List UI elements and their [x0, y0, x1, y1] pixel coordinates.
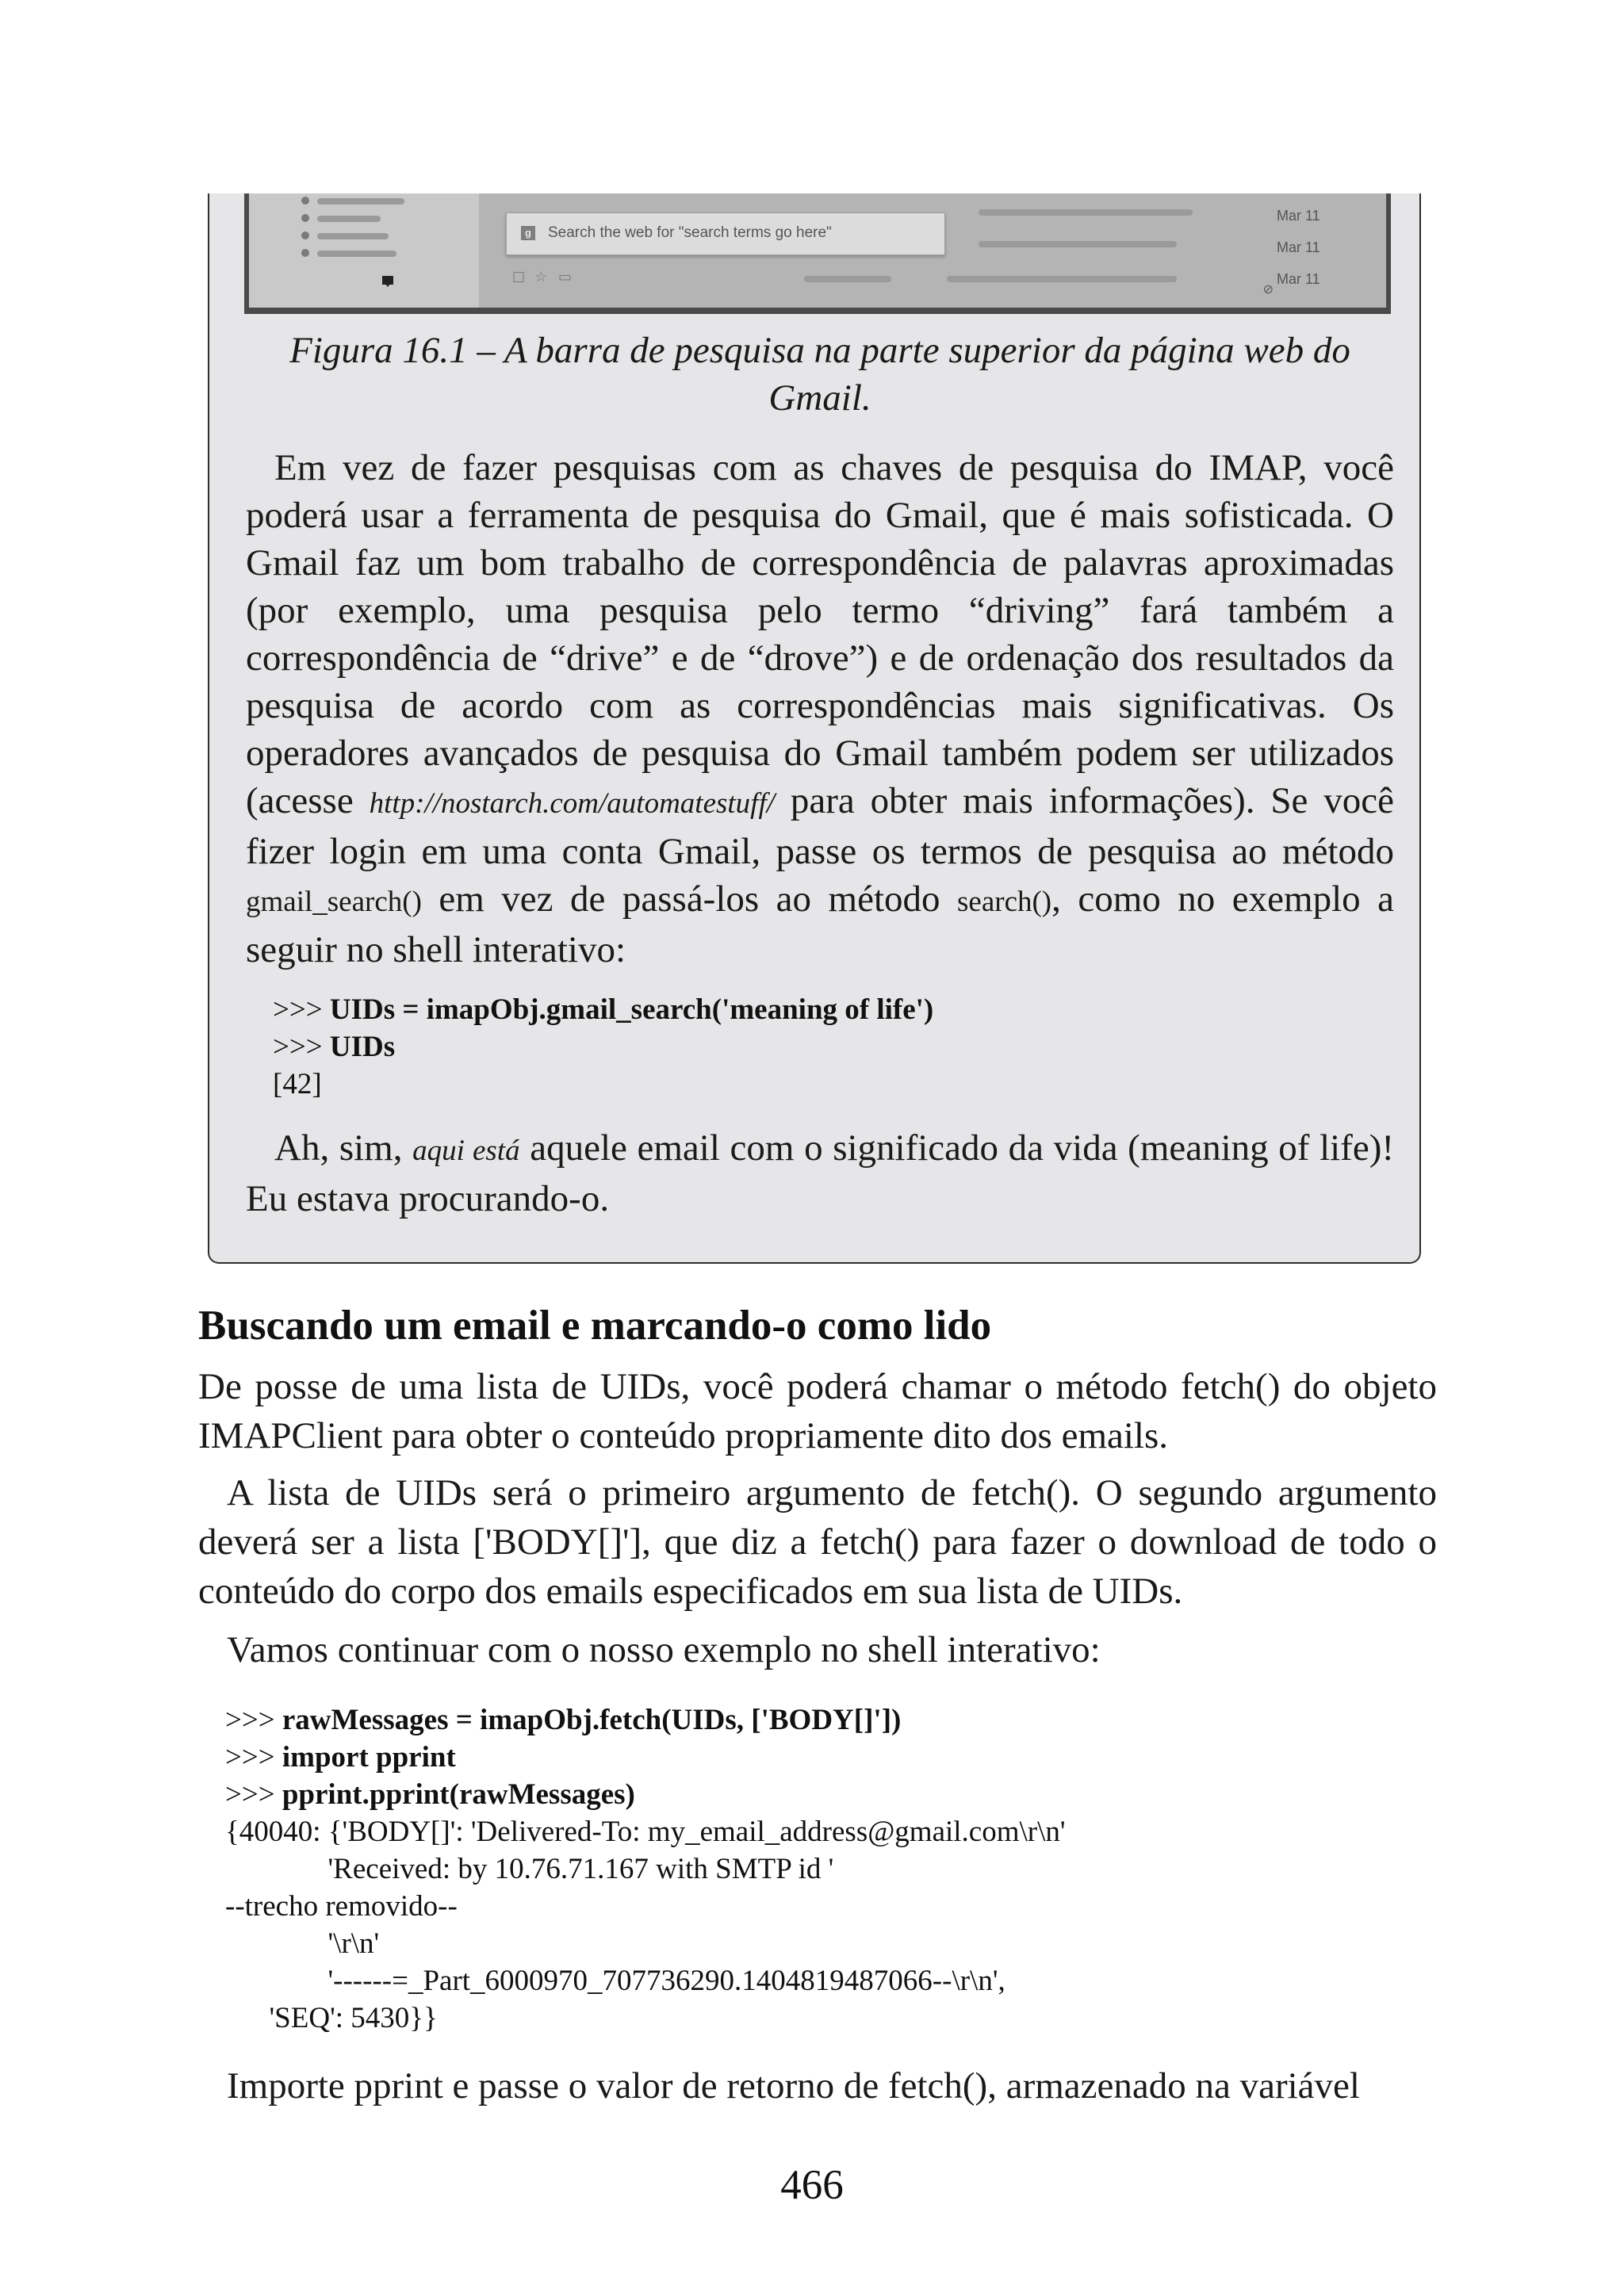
body-paragraph: Importe pprint e passe o valor de retorno de fetch(), armazenado na variável [227, 2065, 1360, 2107]
caption-line: Figura 16.1 – A barra de pesquisa na parte superior da página web do [289, 330, 1350, 371]
gmail-screenshot [244, 193, 1391, 314]
text: aquele email com o significado da vida (meaning of life)! Eu estava procurando-o. [246, 1127, 1394, 1219]
code-line: >>> UIDs = imapObj.gmail_search('meaning of life') [273, 993, 934, 1026]
chat-icon [382, 276, 393, 285]
code-block [273, 991, 933, 1103]
mail-date: Mar 11 [1277, 239, 1320, 255]
body-paragraph: A lista de UIDs será o primeiro argumento de fetch(). O segundo argumento deverá ser a lista ['BODY[]'], que diz a fetch() para fazer o download de todo o conteúdo do corpo dos emails especificados em sua lista de UIDs. [198, 1472, 1437, 1612]
section-heading: Buscando um email e marcando-o como lido [198, 1303, 992, 1349]
code-line: >>> import pprint [225, 1741, 456, 1774]
gmail-sidebar [249, 193, 479, 308]
mail-date: Mar 11 [1277, 271, 1320, 287]
figure-paragraph [246, 1124, 1394, 1223]
body-paragraph: Vamos continuar com o nosso exemplo no shell interativo: [227, 1629, 1101, 1670]
url-link[interactable]: http://nostarch.com/automatestuff/ [369, 787, 776, 820]
star-icon: ☆ [534, 269, 548, 285]
google-icon: g [521, 226, 535, 240]
body-paragraph: De posse de uma lista de UIDs, você poderá chamar o método fetch() do objeto IMAPClient para obter o conteúdo propriamente dito dos emails. [198, 1366, 1437, 1456]
text: Em vez de fazer pesquisas com as chaves de pesquisa do IMAP, você poderá usar a ferramenta de pesquisa do Gmail, que é mais sofisticada. O Gmail faz um bom trabalho de correspondência de palavras aproximadas (por exemplo, uma pesquisa pelo termo “driving” fará também a correspondência de “drive” e de “drove”) e de ordenação dos resultados da pesquisa de acordo com as correspondências mais significativas. Os operadores avançados de pesquisa do Gmail também podem ser utilizados (acesse [246, 447, 1394, 821]
code-line: {40040: {'BODY[]': 'Delivered-To: my_email_address@gmail.com\r\n' [225, 1816, 1066, 1848]
search-suggestion [506, 212, 945, 255]
text: Ah, sim, [274, 1127, 413, 1169]
label-icon: ▭ [558, 269, 573, 285]
caption-line: Gmail. [768, 377, 871, 419]
code-line: '\r\n' [225, 1927, 380, 1960]
code-line: '------=_Part_6000970_707736290.1404819487066--\r\n', [225, 1965, 1005, 1997]
search-suggestion-text: Search the web for "search terms go here" [548, 224, 832, 241]
code-block [225, 1701, 1066, 2037]
checkbox-icon: ☐ [512, 270, 526, 285]
code-line: 'Received: by 10.76.71.167 with SMTP id ' [225, 1853, 834, 1885]
code-line: --trecho removido-- [225, 1890, 458, 1923]
code-line: [42] [273, 1068, 322, 1100]
emphasis: aqui está [412, 1135, 520, 1167]
inline-code: gmail_search() [246, 886, 422, 918]
code-line: >>> rawMessages = imapObj.fetch(UIDs, ['BODY[]']) [225, 1704, 902, 1736]
text: para obter mais informações). Se você fizer login em uma conta Gmail, passe os termos de pesquisa ao método [246, 780, 1394, 872]
text: em vez de passá-los ao método [421, 878, 957, 920]
figure-caption [246, 327, 1394, 422]
figure-paragraph [246, 444, 1394, 974]
code-line: >>> pprint.pprint(rawMessages) [225, 1778, 635, 1811]
page-number: 466 [780, 2162, 844, 2208]
code-line: 'SEQ': 5430}} [225, 2002, 438, 2034]
code-line: >>> UIDs [273, 1031, 396, 1063]
attachment-icon: ⊘ [1262, 283, 1274, 297]
text: , como no exemplo a seguir no shell interativo: [246, 878, 1394, 970]
inline-code: search() [957, 886, 1052, 918]
mail-date: Mar 11 [1277, 208, 1320, 224]
